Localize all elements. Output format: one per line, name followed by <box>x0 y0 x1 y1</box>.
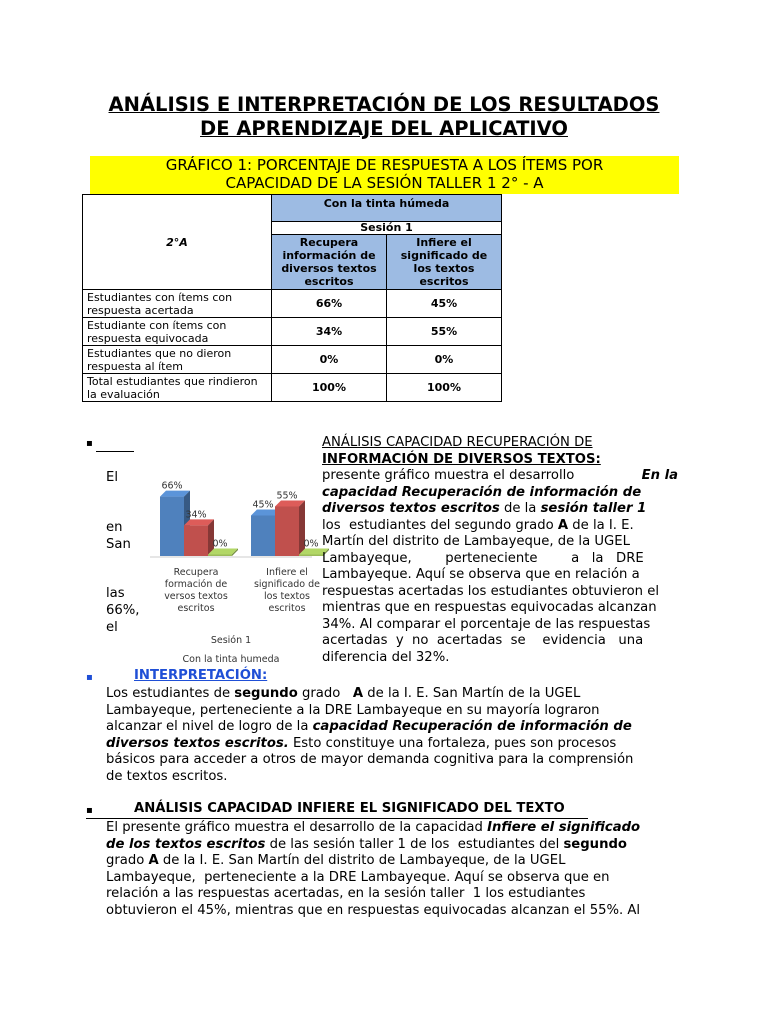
interp-line <box>106 686 678 703</box>
bar <box>251 516 275 557</box>
section1-heading-1: ANÁLISIS CAPACIDAD RECUPERACIÓN DE <box>322 435 593 450</box>
chart-subtitle: Con la tinta humeda <box>182 654 280 665</box>
section2-text-run: de los textos escritos <box>106 836 266 852</box>
chart-xlabel: Sesión 1 <box>210 635 252 646</box>
section1-text-run: de la I. E. <box>568 517 634 533</box>
section1-line: 34%. Al comparar el porcentaje de las respuestas <box>322 616 651 632</box>
interp-text-run: A <box>352 686 364 701</box>
interp-text-run: capacidad Recuperación de información de <box>312 719 632 734</box>
section2-text-run: de la I. E. San Martín del distrito de Lambayeque, de la UGEL <box>158 853 566 868</box>
interp-text-run: diversos textos escritos. <box>106 735 289 751</box>
row-value: 0% <box>387 346 502 374</box>
bar <box>299 555 323 557</box>
section1-line: mientras que en respuestas equivocadas alcanzan <box>322 600 657 615</box>
title-line-2: DE APRENDIZAJE DEL APLICATIVO <box>200 117 568 140</box>
row-value: 0% <box>272 346 387 374</box>
interp-text-run: grado <box>297 686 353 701</box>
table-col-header-1: Recupera información de diversos textos escritos <box>272 235 387 290</box>
fragment: El <box>106 470 118 485</box>
section2-line <box>106 837 678 854</box>
interp-line <box>106 719 678 736</box>
fragment: el <box>106 620 118 635</box>
section2-line: Lambayeque, perteneciente a la DRE Lambayeque. Aquí se observa que en <box>106 869 610 885</box>
category-tick-label: los textos <box>264 591 310 602</box>
section1-line: Lambayeque. Aquí se observa que en relación a <box>322 567 640 582</box>
bar-data-label: 45% <box>252 499 274 511</box>
section1-text-run: sesión taller 1 <box>540 501 647 516</box>
category-tick-label: significado de <box>253 579 321 590</box>
section2-text-run: segundo <box>563 836 627 852</box>
section1-text-run: diversos textos escritos <box>322 501 500 516</box>
section1-text-run: En la <box>641 468 678 483</box>
fragment: San <box>106 537 131 552</box>
page-title <box>60 93 708 141</box>
fragment: 66%, <box>106 603 140 618</box>
bar-data-label: 55% <box>276 490 298 502</box>
section1-line: respuestas acertadas los estudiantes obtuvieron el <box>322 583 659 599</box>
bar <box>208 555 232 557</box>
section2-text-run: A <box>148 853 159 868</box>
section2-text-run: de las sesión taller 1 de los estudiantes del <box>265 836 564 852</box>
banner-line-2: CAPACIDAD DE LA SESIÓN TALLER 1 2° - A <box>225 174 544 192</box>
section1-line: diferencia del 32%. <box>322 649 450 665</box>
banner-line-1: GRÁFICO 1: PORCENTAJE DE RESPUESTA A LOS ÍTEMS POR <box>165 156 604 174</box>
row-value: 100% <box>272 374 387 402</box>
section1-line: acertadas y no acertadas se evidencia una <box>322 633 644 648</box>
interp-text-run: alcanzar el nivel de logro de la <box>106 719 313 734</box>
category-tick-label: formación de <box>164 579 228 590</box>
bullet-underline <box>96 451 134 452</box>
section1-line: Lambayeque, perteneciente a la DRE <box>322 550 644 566</box>
interp-text-run: de la I. E. San Martín de la UGEL <box>363 686 581 701</box>
bar <box>160 497 184 556</box>
row-label: Estudiantes que no dieron respuesta al ítem <box>83 346 272 374</box>
row-value: 55% <box>387 318 502 346</box>
table-row <box>83 290 502 318</box>
interp-text-run: segundo <box>234 686 298 701</box>
row-value: 45% <box>387 290 502 318</box>
row-label: Total estudiantes que rindieron la evaluación <box>83 374 272 402</box>
section1-line: capacidad Recuperación de información de <box>322 484 642 500</box>
section1-text <box>322 435 678 666</box>
row-label: Estudiante con ítems con respuesta equivocada <box>83 318 272 346</box>
section1-line: Martín del distrito de Lambayeque, de la UGEL <box>322 534 630 549</box>
section2-heading: ANÁLISIS CAPACIDAD INFIERE EL SIGNIFICADO DEL TEXTO <box>134 801 565 816</box>
category-tick-label: Infiere el <box>266 567 308 578</box>
bar <box>184 525 208 556</box>
category-tick-label: Recupera <box>173 567 219 578</box>
bar-data-label: 66% <box>161 480 183 492</box>
table-row <box>83 374 502 402</box>
section2-text-run: El presente gráfico muestra el desarrollo de la capacidad <box>106 820 488 835</box>
table-session-header: Sesión 1 <box>272 222 502 235</box>
fragment: en <box>106 520 123 535</box>
table-col-header-2: Infiere el significado de los textos escritos <box>387 235 502 290</box>
section1-text-run: A <box>557 517 569 533</box>
section1-text-run: de la <box>499 501 541 516</box>
section2-text-run: Infiere el significado <box>487 820 641 835</box>
row-label: Estudiantes con ítems con respuesta acertada <box>83 290 272 318</box>
bullet-icon: ▪ <box>86 438 93 449</box>
table-group-header: Con la tinta húmeda <box>272 195 502 222</box>
interp-line: básicos para acceder a otros de mayor demanda cognitiva para la comprensión <box>106 752 634 767</box>
interp-line: de textos escritos. <box>106 768 228 784</box>
section1-line <box>322 501 678 518</box>
section1-text-run: presente gráfico muestra el desarrollo <box>322 468 575 483</box>
interpretation-text <box>106 686 678 785</box>
row-value: 34% <box>272 318 387 346</box>
row-value: 66% <box>272 290 387 318</box>
bar-data-label: 0% <box>212 538 228 550</box>
category-tick-label: versos textos <box>164 591 228 602</box>
table-row <box>83 318 502 346</box>
bar-data-label: 0% <box>303 538 319 550</box>
section2-line <box>106 820 678 837</box>
section2-underline <box>86 818 588 819</box>
section1-line <box>322 518 678 535</box>
table-corner: 2°A <box>83 195 272 290</box>
bar-data-label: 34% <box>185 509 207 521</box>
section2-line <box>106 853 678 870</box>
section2-line: obtuvieron el 45%, mientras que en respuestas equivocadas alcanzan el 55%. Al <box>106 902 641 918</box>
interp-text-run: Los estudiantes de <box>106 686 235 701</box>
chart-caption-banner <box>90 156 679 194</box>
results-table <box>82 194 502 402</box>
row-value: 100% <box>387 374 502 402</box>
section1-heading-2: INFORMACIÓN DE DIVERSOS TEXTOS: <box>322 451 601 467</box>
bullet-icon: ▪ <box>86 805 93 816</box>
category-tick-label: escritos <box>177 603 215 614</box>
bar-chart <box>146 447 321 672</box>
category-tick-label: escritos <box>268 603 306 614</box>
bullet-icon: ▪ <box>86 672 93 683</box>
interp-line: Lambayeque, perteneciente a la DRE Lambayeque en su mayoría lograron <box>106 702 600 718</box>
section1-line <box>322 468 678 485</box>
interp-line <box>106 736 678 753</box>
fragment: las <box>106 586 125 601</box>
interpretation-heading: INTERPRETACIÓN: <box>134 668 268 683</box>
interp-text-run: Esto constituye una fortaleza, pues son procesos <box>288 735 617 751</box>
section2-text <box>106 820 678 919</box>
section1-text-run: los estudiantes del segundo grado <box>322 517 558 533</box>
bar <box>275 507 299 557</box>
title-line-1: ANÁLISIS E INTERPRETACIÓN DE LOS RESULTADOS <box>108 93 660 116</box>
table-row <box>83 346 502 374</box>
section2-line: relación a las respuestas acertadas, en la sesión taller 1 los estudiantes <box>106 886 586 901</box>
section2-text-run: grado <box>106 853 149 868</box>
